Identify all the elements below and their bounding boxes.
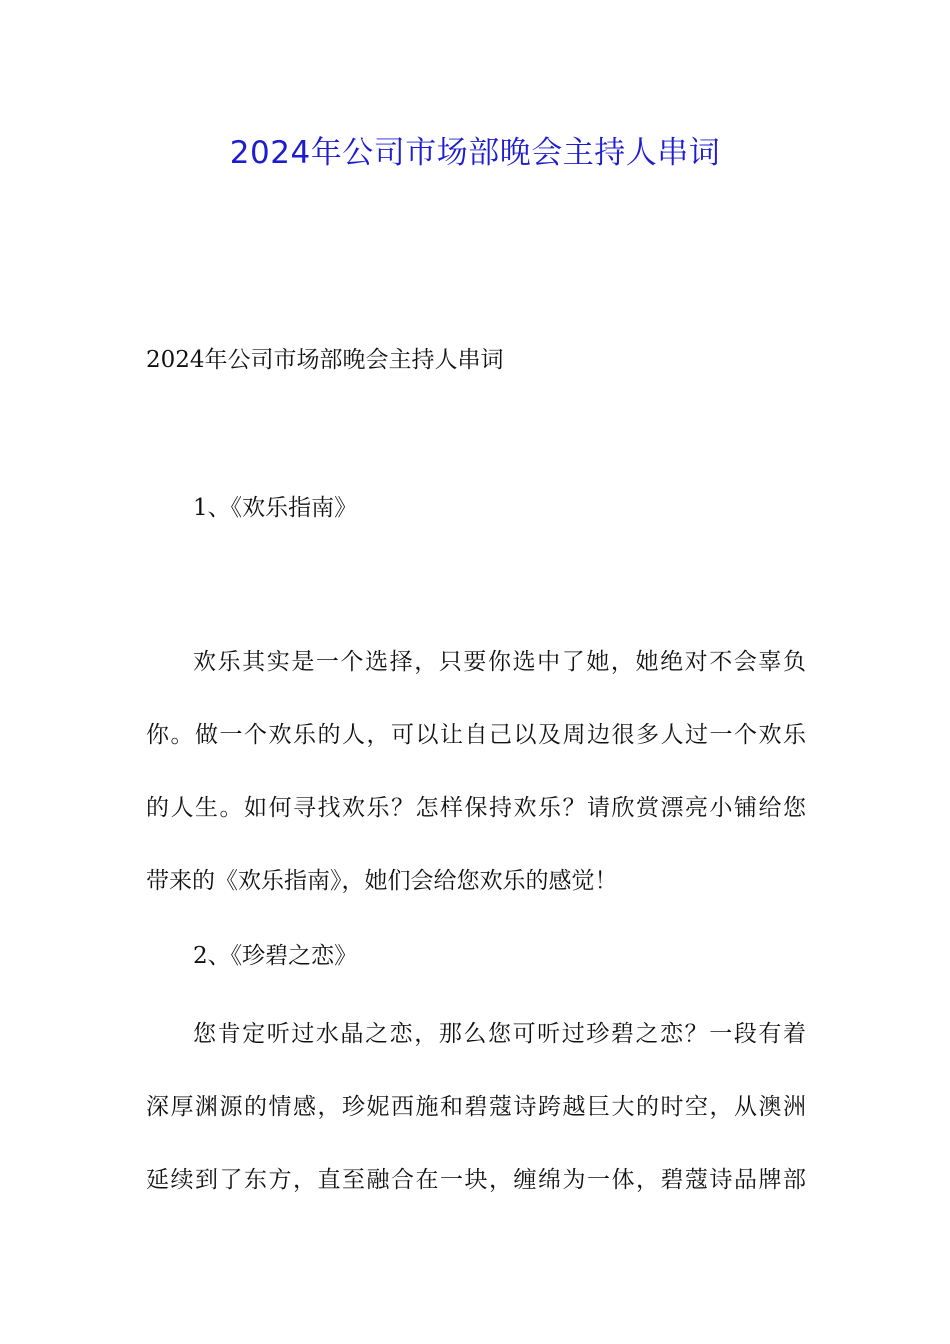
paragraph-line: 你。做一个欢乐的人，可以让自己以及周边很多人过一个欢乐: [146, 722, 806, 748]
paragraph-line: 深厚渊源的情感，珍妮西施和碧蔻诗跨越巨大的时空，从澳洲: [146, 1094, 806, 1120]
paragraph-line: 延续到了东方，直至融合在一块，缠绵为一体，碧蔻诗品牌部: [146, 1167, 806, 1193]
paragraph-line: 的人生。如何寻找欢乐？怎样保持欢乐？请欣赏漂亮小铺给您: [146, 795, 806, 821]
paragraph-line: 您肯定听过水晶之恋，那么您可听过珍碧之恋？一段有着: [193, 1021, 806, 1047]
section-heading-2: 2、《珍碧之恋》: [193, 943, 358, 969]
document-title: 2024年公司市场部晚会主持人串词: [229, 135, 721, 171]
document-subtitle: 2024年公司市场部晚会主持人串词: [146, 347, 504, 373]
section-heading-1: 1、《欢乐指南》: [193, 495, 358, 521]
paragraph-line: 带来的《欢乐指南》，她们会给您欢乐的感觉！: [146, 868, 618, 894]
paragraph-line: 欢乐其实是一个选择，只要你选中了她，她绝对不会辜负: [193, 649, 806, 675]
section-paragraph-2: [146, 1012, 806, 1231]
section-paragraph-1: [146, 640, 806, 932]
